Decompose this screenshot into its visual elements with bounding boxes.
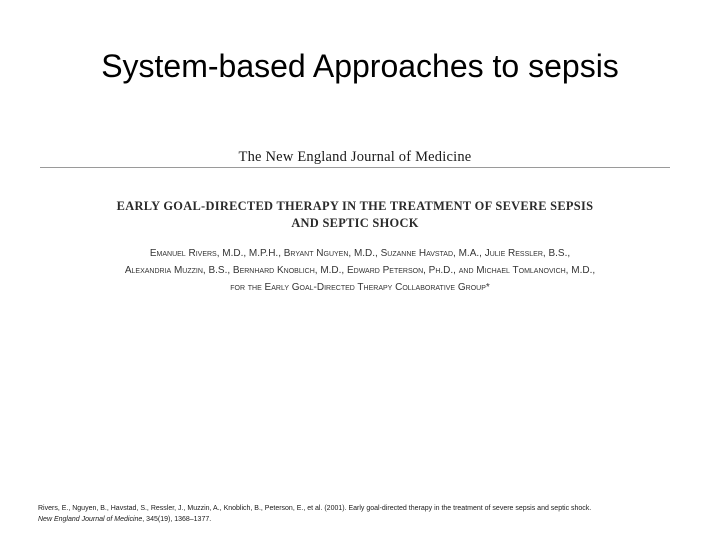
authors-line-1: Emanuel Rivers, M.D., M.P.H., Bryant Nguyen, M.D., Suzanne Havstad, M.A., Julie Ressler, B.S., [149, 248, 571, 259]
article-header-image [40, 145, 680, 300]
journal-name: The New England Journal of Medicine [238, 149, 472, 165]
article-title-line-2: AND SEPTIC SHOCK [291, 216, 419, 230]
citation [38, 503, 688, 525]
citation-volume-pages: , 345(19), 1368–1377. [142, 516, 212, 523]
article-authors [40, 245, 680, 296]
citation-line-2 [38, 514, 688, 525]
authors-line-3: for the Early Goal-Directed Therapy Collaborative Group* [230, 282, 490, 293]
citation-journal: New England Journal of Medicine [38, 516, 143, 523]
slide-title: System-based Approaches to sepsis [101, 48, 619, 84]
article-title-line-1: EARLY GOAL-DIRECTED THERAPY IN THE TREATMENT OF SEVERE SEPSIS [116, 199, 594, 213]
authors-line-2: Alexandria Muzzin, B.S., Bernhard Knoblich, M.D., Edward Peterson, Ph.D., and Michael Tomlanovich, M.D., [124, 265, 596, 276]
article-title [40, 198, 670, 232]
citation-line-1: Rivers, E., Nguyen, B., Havstad, S., Ressler, J., Muzzin, A., Knoblich, B., Peterson, E., et al. (2001). Early goal-directed therapy in the treatment of severe sepsis and septic shock. [38, 505, 592, 512]
journal-divider [40, 167, 670, 168]
